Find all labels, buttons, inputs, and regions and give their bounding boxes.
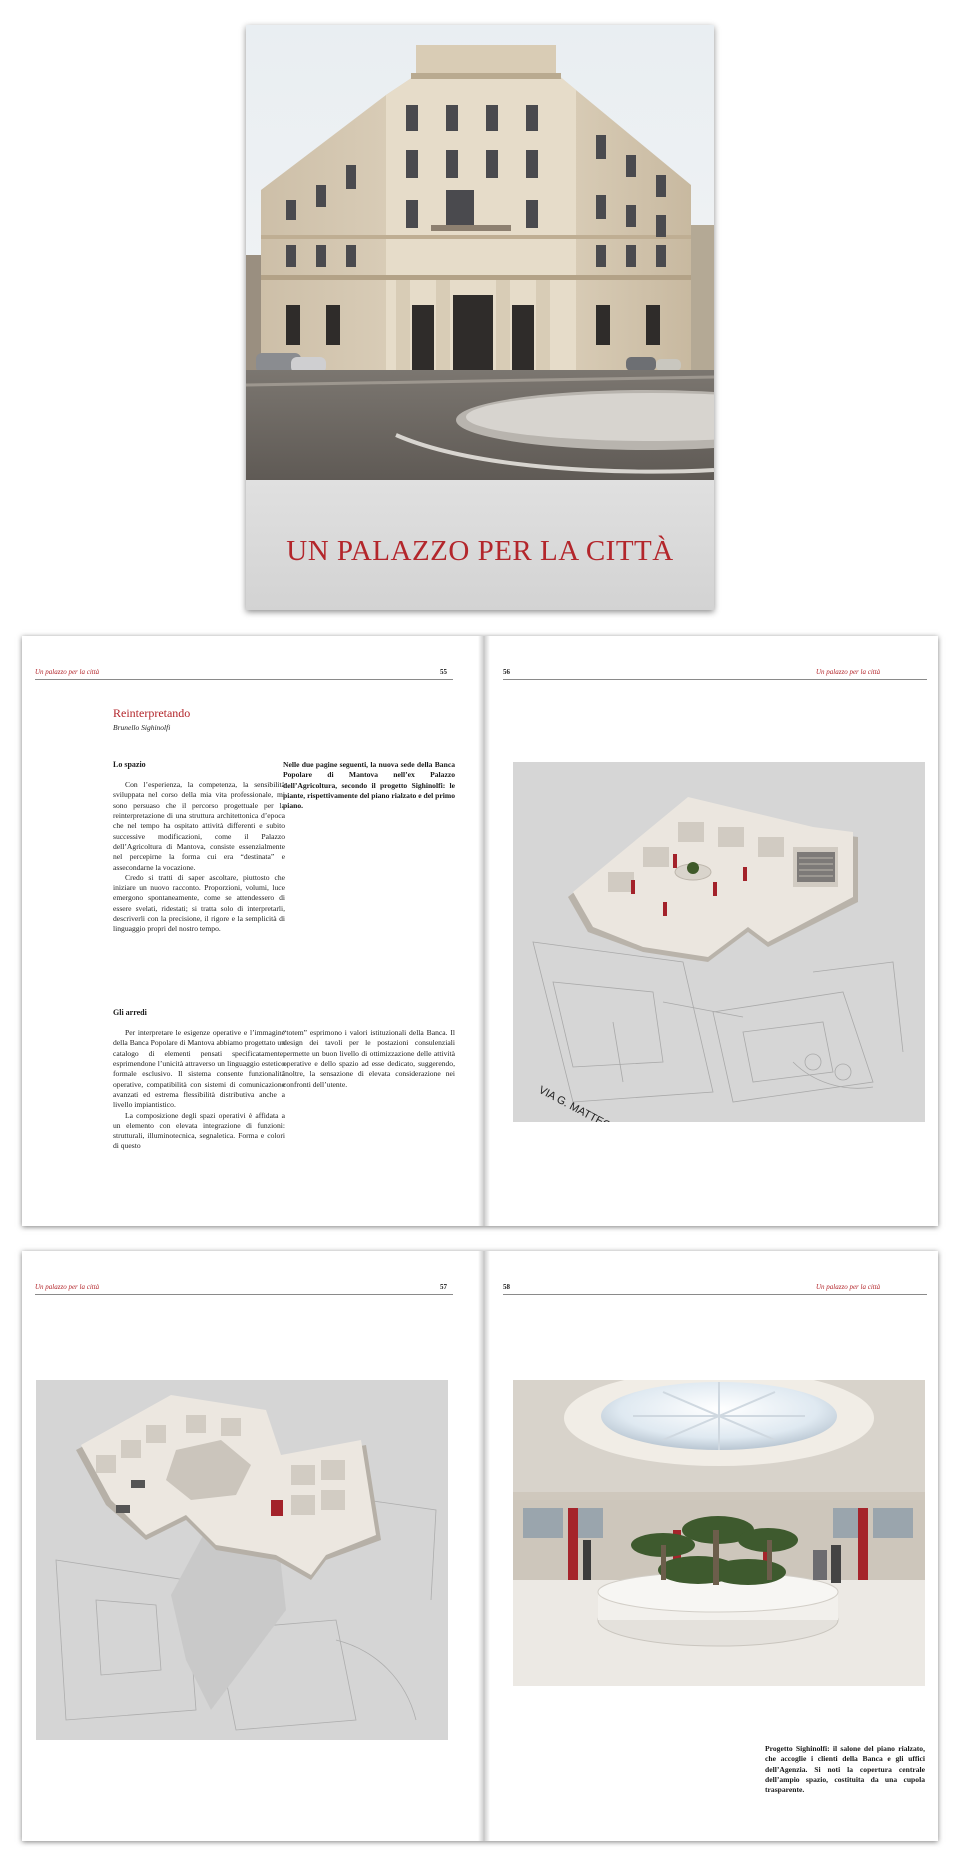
header-rule — [503, 679, 927, 680]
running-head: Un palazzo per la città — [35, 668, 100, 676]
photo-atrium-salone — [513, 1380, 925, 1686]
header-rule — [35, 679, 453, 680]
author-byline: Brunello Sighinolfi — [113, 723, 171, 732]
subheading-gli-arredi: Gli arredi — [113, 1008, 147, 1017]
body-text-gli-arredi — [113, 1028, 285, 1152]
book-cover — [246, 25, 714, 610]
running-head: Un palazzo per la città — [816, 668, 881, 676]
floor-plan-ground-floor — [513, 762, 925, 1122]
paragraph: Con l’esperienza, la competenza, la sensibilità sviluppata nel corso della mia vita professionale, mi sono persuaso che il percorso progettuale per la reinterpretazione di una struttura architettonica d’epoca che nel tempo ha ospitato attività differenti e subito successive modificazioni, come il Palazzo dell’Agricoltura di Mantova, consiste essenzialmente nel percepirne la forma cui era “destinata” e assecondarne la vocazione. — [113, 780, 285, 872]
page-number: 57 — [440, 1283, 447, 1291]
cover-photo-palazzo — [246, 25, 714, 480]
paragraph: Credo si tratti di saper ascoltare, piuttosto che iniziare un nuovo racconto. Proporzioni, volumi, luce emergono spontaneamente, come se attendessero di essere svelati, ridestati; si tratta solo di interpretarli, descriverli con la precisione, il rigore e la semplicità di linguaggio propri del nostro tempo. — [113, 872, 285, 934]
spine-gutter — [478, 636, 490, 1226]
page-number: 55 — [440, 668, 447, 676]
page-number: 58 — [503, 1283, 510, 1291]
spread-pages-55-56 — [22, 636, 938, 1226]
header-rule — [503, 1294, 927, 1295]
floor-plan-first-floor — [36, 1380, 448, 1740]
intro-note: Nelle due pagine seguenti, la nuova sede della Banca Popolare di Mantova nell’ex Palazzo dell’Agricoltura, secondo il progetto Sighinolfi: le piante, rispettivamente del piano rialzato e del primo piano. — [283, 760, 455, 811]
running-head: Un palazzo per la città — [35, 1283, 100, 1291]
section-title: Reinterpretando — [113, 706, 191, 720]
body-text-continued: “totem” esprimono i valori istituzionali della Banca. Il design dei tavoli per le postazioni consulenziali permette un buon livello di ottimizzazione delle attività operative e dello spazio ad esse dedicato, suggerendo, inoltre, la sensazione di elevata considerazione nei confronti dell’utente. — [283, 1028, 455, 1089]
running-head: Un palazzo per la città — [816, 1283, 881, 1291]
header-rule — [35, 1294, 453, 1295]
spine-gutter — [478, 1251, 490, 1841]
page-number: 56 — [503, 668, 510, 676]
paragraph: La composizione degli spazi operativi è affidata a un elemento con elevata integrazione di funzioni: strutturali, illuminotecnica, segnaletica. Forma e colori di questo — [113, 1110, 285, 1151]
photo-caption: Progetto Sighinolfi: il salone del piano rialzato, che accoglie i clienti della Banca e gli uffici dell’Agenzia. Si noti la copertura centrale dell’ampio spazio, costituita da una cupola trasparente. — [765, 1744, 925, 1795]
paragraph: Per interpretare le esigenze operative e l’immagine della Banca Popolare di Mantova abbiamo progettato un catalogo di elementi pensati specificatamente, esprimendone l’unicità attraverso un linguaggio estetico formale esclusivo. Il sistema consente funzionalità operative, compatibilità con sistemi di comunicazione avanzati ed estrema flessibilità distributiva anche a livello impiantistico. — [113, 1028, 285, 1110]
spread-pages-57-58 — [22, 1251, 938, 1841]
body-text-lo-spazio — [113, 780, 285, 935]
cover-title: UN PALAZZO PER LA CITTÀ — [286, 535, 674, 567]
subheading-lo-spazio: Lo spazio — [113, 760, 146, 769]
